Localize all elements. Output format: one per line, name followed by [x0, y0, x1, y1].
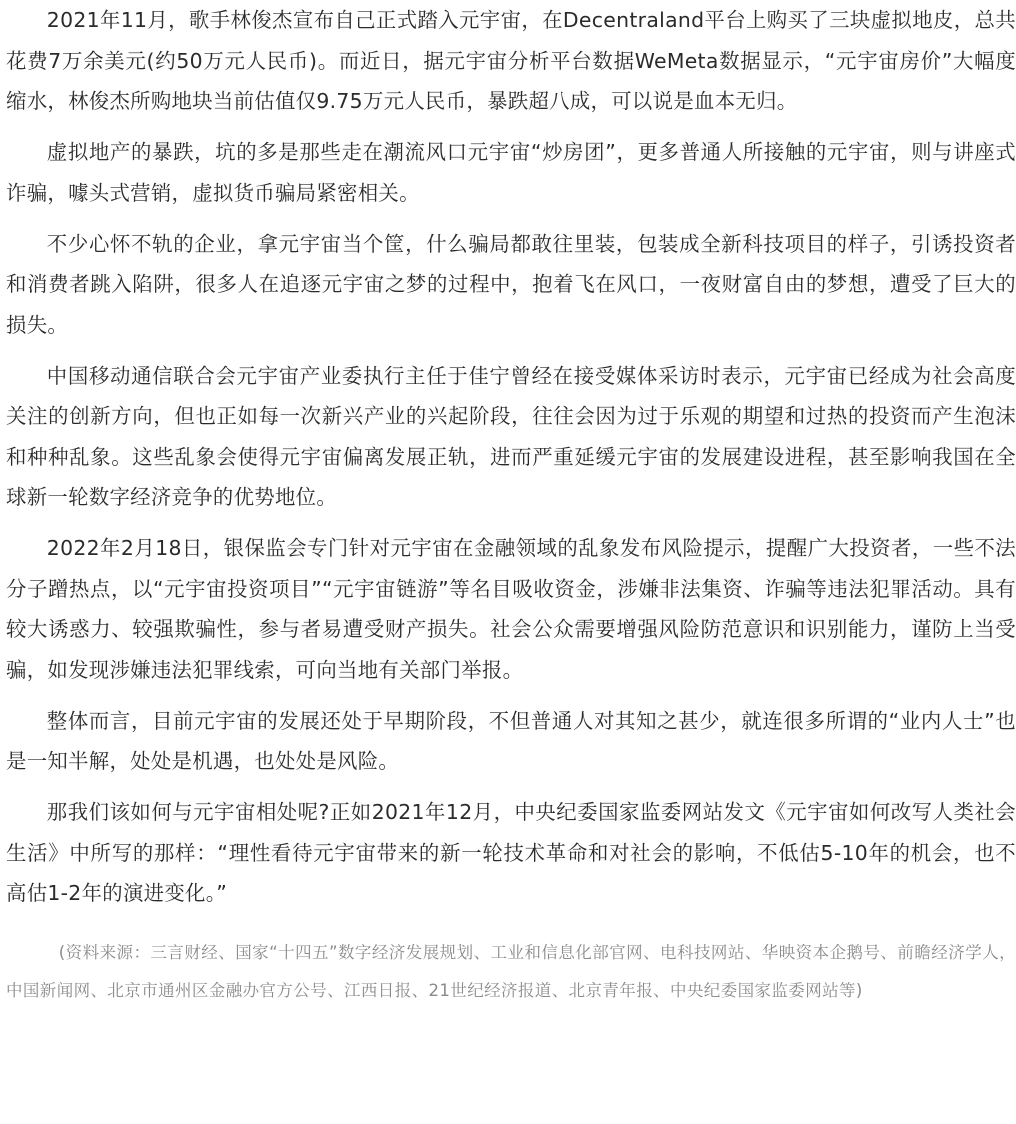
paragraph-4: 中国移动通信联合会元宇宙产业委执行主任于佳宁曾经在接受媒体采访时表示，元宇宙已经成为社会高度关注的创新方向，但也正如每一次新兴产业的兴起阶段，往往会因为过于乐观的期望和过热的投资而产生泡沫和种种乱象。这些乱象会使得元宇宙偏离发展正轨，进而严重延缓元宇宙的发展建设进程，甚至影响我国在全球新一轮数字经济竞争的优势地位。	[6, 363, 1016, 509]
source-note: (资料来源：三言财经、国家“十四五”数字经济发展规划、工业和信息化部官网、电科技网站、华映资本企鹅号、前瞻经济学人，中国新闻网、北京市通州区金融办官方公号、江西日报、21世纪经济报道、北京青年报、中央纪委国家监委网站等)	[6, 942, 1016, 1000]
paragraph-5: 2022年2月18日，银保监会专门针对元宇宙在金融领域的乱象发布风险提示，提醒广大投资者，一些不法分子蹭热点，以“元宇宙投资项目”“元宇宙链游”等名目吸收资金，涉嫌非法集资、诈骗等违法犯罪活动。具有较大诱惑力、较强欺骗性，参与者易遭受财产损失。社会公众需要增强风险防范意识和识别能力，谨防上当受骗，如发现涉嫌违法犯罪线索，可向当地有关部门举报。	[6, 536, 1016, 682]
paragraph-3: 不少心怀不轨的企业，拿元宇宙当个筐，什么骗局都敢往里装，包装成全新科技项目的样子，引诱投资者和消费者跳入陷阱，很多人在追逐元宇宙之梦的过程中，抱着飞在风口，一夜财富自由的梦想，遭受了巨大的损失。	[6, 231, 1016, 337]
paragraph-7: 那我们该如何与元宇宙相处呢?正如2021年12月，中央纪委国家监委网站发文《元宇宙如何改写人类社会生活》中所写的那样：“理性看待元宇宙带来的新一轮技术革命和对社会的影响，不低估5-10年的机会，也不高估1-2年的演进变化。”	[6, 800, 1016, 905]
paragraph-6: 整体而言，目前元宇宙的发展还处于早期阶段，不但普通人对其知之甚少，就连很多所谓的“业内人士”也是一知半解，处处是机遇，也处处是风险。	[6, 708, 1016, 773]
paragraph-1: 2021年11月，歌手林俊杰宣布自己正式踏入元宇宙，在Decentraland平台上购买了三块虚拟地皮，总共花费7万余美元(约50万元人民币)。而近日，据元宇宙分析平台数据WeMeta数据显示，“元宇宙房价”大幅度缩水，林俊杰所购地块当前估值仅9.75万元人民币，暴跌超八成，可以说是血本无归。	[6, 8, 1016, 113]
paragraph-2: 虚拟地产的暴跌，坑的多是那些走在潮流风口元宇宙“炒房团”，更多普通人所接触的元宇宙，则与讲座式诈骗，噱头式营销，虚拟货币骗局紧密相关。	[6, 140, 1016, 205]
article-body	[6, 0, 1016, 1020]
